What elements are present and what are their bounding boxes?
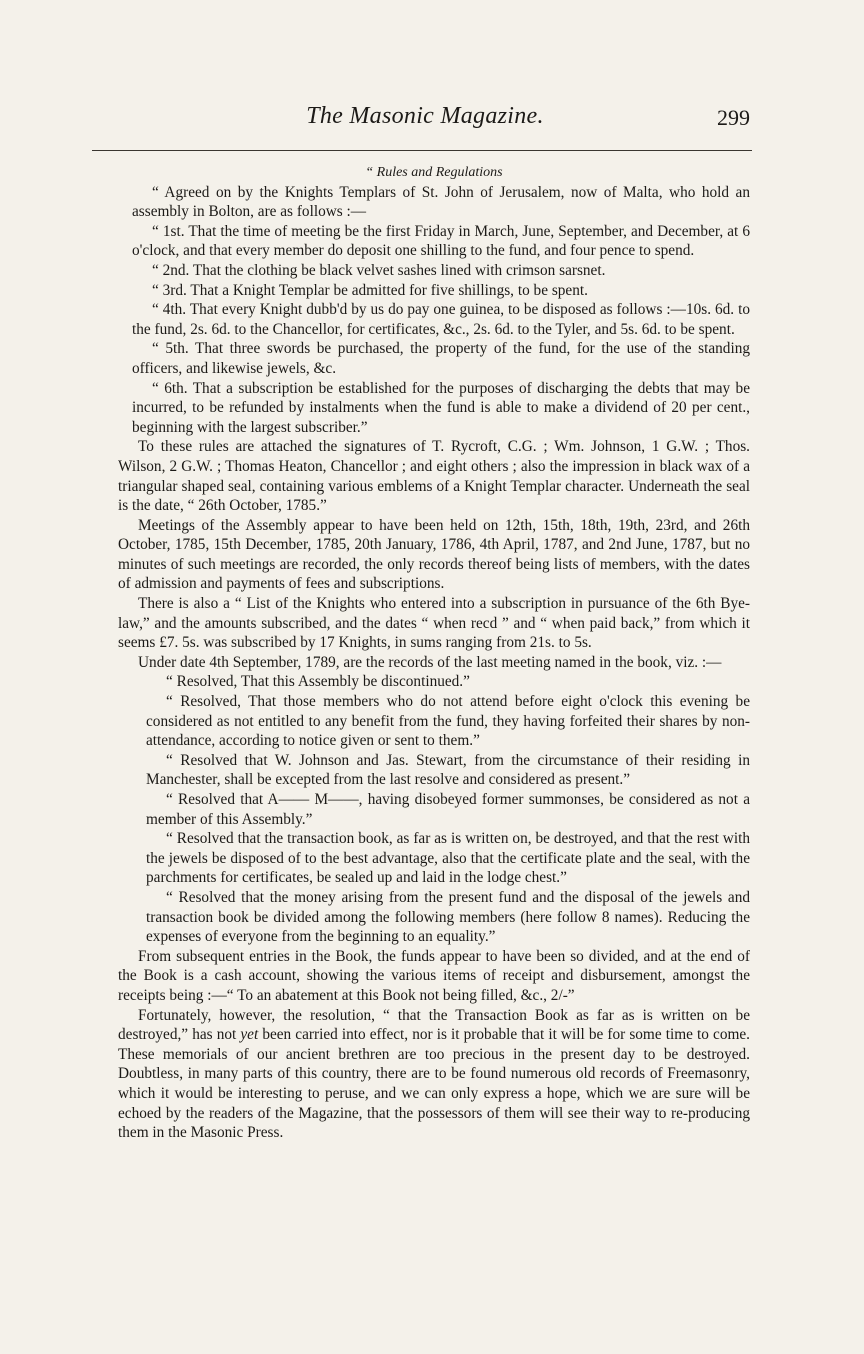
- paragraph: “ Resolved that W. Johnson and Jas. Stewart, from the circumstance of their residing in Manchester, shall be excepted from the last resolve and considered as present.”: [146, 751, 750, 789]
- page-number: 299: [717, 105, 750, 130]
- section-subhead: “ Rules and Regulations: [365, 165, 503, 180]
- paragraph: “ 5th. That three swords be purchased, the property of the fund, for the use of the standing officers, and likewise jewels, &c.: [132, 340, 750, 377]
- article-body: [118, 163, 750, 1143]
- page-header: [100, 103, 750, 137]
- paragraph: “ 6th. That a subscription be established for the purposes of discharging the debts that may be incurred, to be refunded by instalments when the fund is able to make a dividend of 20 per cent., beginning with the largest subscriber.”: [132, 379, 750, 436]
- paragraph: To these rules are attached the signatures of T. Rycroft, C.G. ; Wm. Johnson, 1 G.W. ; Thos. Wilson, 2 G.W. ; Thomas Heaton, Chancellor ; and eight others ; also the impression in black wax of a triangular shaped seal, containing various emblems of a Knight Templar character. Underneath the seal is the date, “ 26th October, 1785.”: [118, 438, 750, 515]
- paragraph: “ Resolved, That this Assembly be discontinued.”: [166, 673, 470, 691]
- paragraph: From subsequent entries in the Book, the funds appear to have been so divided, and at the end of the Book is a cash account, showing the various items of receipt and disbursement, amongst the receipts being :—“ To an abatement at this Book not being filled, &c., 2/-”: [118, 947, 750, 1004]
- paragraph: “ 2nd. That the clothing be black velvet sashes lined with crimson sarsnet.: [152, 261, 606, 279]
- paragraph: “ 4th. That every Knight dubb'd by us do pay one guinea, to be disposed as follows :—10s. 6d. to the fund, 2s. 6d. to the Chancellor, for certificates, &c., 2s. 6d. to the Tyler, and 5s. 6d. to be spent.: [132, 301, 750, 338]
- closing-text-start: Fortunately, however, the resolution, “ that the Transaction Book as far as is written on be destroyed,” has not: [118, 1006, 750, 1044]
- closing-paragraph: [118, 1006, 750, 1143]
- paragraph: Under date 4th September, 1789, are the records of the last meeting named in the book, viz. :—: [138, 653, 722, 671]
- paragraph: “ Resolved that the money arising from the present fund and the disposal of the jewels and transaction book be divided among the following members (here follow 8 names). Reducing the expenses of everyone from the beginning to an equality.”: [146, 888, 750, 946]
- paragraph: “ Resolved, That those members who do not attend before eight o'clock this evening be considered as not entitled to any benefit from the fund, they having forfeited their shares by non-attendance, according to notice given or sent to them.”: [146, 693, 750, 750]
- paragraph: “ Resolved that the transaction book, as far as is written on, be destroyed, and that the rest with the jewels be disposed of to the best advantage, also that the certificate plate and the seal, with the parchments for certificates, be sealed up and laid in the lodge chest.”: [146, 830, 750, 887]
- paragraph: “ 3rd. That a Knight Templar be admitted for five shillings, to be spent.: [152, 281, 588, 299]
- paragraph: “ Agreed on by the Knights Templars of St. John of Jerusalem, now of Malta, who hold an assembly in Bolton, are as follows :—: [132, 183, 750, 221]
- paragraph: There is also a “ List of the Knights who entered into a subscription in pursuance of the 6th Bye-law,” and the amounts subscribed, and the dates “ when recd ” and “ when paid back,” from which it seems £7. 5s. was subscribed by 17 Knights, in sums ranging from 21s. to 5s.: [118, 595, 750, 652]
- paragraph: “ 1st. That the time of meeting be the first Friday in March, June, September, and December, at 6 o'clock, and that every member do deposit one shilling to the fund, and four pence to spend.: [132, 222, 750, 260]
- page-title: The Masonic Magazine.: [306, 103, 544, 129]
- italic-word: yet: [240, 1026, 259, 1044]
- paragraph: “ Resolved that A—— M——, having disobeyed former summonses, be considered as not a member of this Assembly.”: [146, 791, 750, 828]
- paragraph: Meetings of the Assembly appear to have been held on 12th, 15th, 18th, 19th, 23rd, and 26th October, 1785, 15th December, 1785, 20th January, 1786, 4th April, 1787, and 2nd June, 1787, but no minutes of such meetings are recorded, the only records thereof being lists of members, with the dates of admission and payments of fees and subscriptions.: [118, 516, 750, 593]
- closing-text-end: been carried into effect, nor is it probable that it will be for some time to come. These memorials of our ancient brethren are too precious in the present day to be destroyed. Doubtless, in many parts of this country, there are to be found numerous old records of Freemasonry, which it would be interesting to peruse, and we can only express a hope, which we are sure will be echoed by the readers of the Magazine, that the possessors of them will see their way to re-producing them in the Masonic Press.: [118, 1026, 750, 1142]
- header-rule: [92, 150, 752, 151]
